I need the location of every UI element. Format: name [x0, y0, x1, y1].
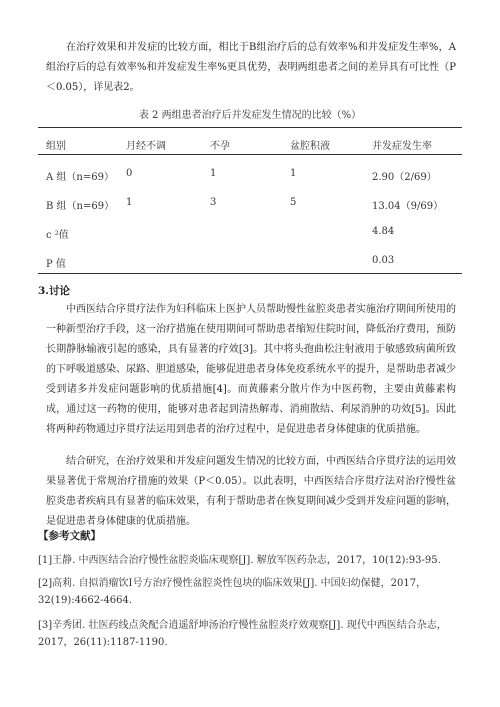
row-p-label: P 值: [46, 259, 66, 270]
row-a-menstruation: 0: [126, 168, 133, 179]
table-caption: 表 2 两组患者治疗后并发症发生情况的比较（%）: [138, 110, 362, 121]
row-a-effusion: 1: [290, 168, 297, 179]
row-a-group: A 组（n=69）: [46, 172, 114, 183]
intro-paragraph: 在治疗效果和并发症的比较方面，相比于B组治疗后的总有效率%和并发症发生率%，A组治疗后的总有效率%和并发症发生率%更具优势，表明两组患者之间的差异具有可比性（P＜0.05），详见表2。: [46, 42, 456, 93]
table-header-rule: [38, 154, 462, 155]
table-bottom-rule: [38, 273, 462, 274]
section-heading: 3.讨论: [38, 285, 70, 297]
header-complication-rate: 并发症发生率: [372, 141, 432, 152]
row-b-infertility: 3: [210, 197, 217, 208]
header-group: 组别: [46, 141, 66, 152]
row-chi-label: c ²值: [46, 230, 69, 241]
reference-item: [2]高莉. 自拟消瘤饮Ⅰ号方治疗慢性盆腔炎性包块的临床效果[J]. 中国妇幼保健，2017，32(19):4662-4664.: [38, 578, 427, 606]
discussion-paragraph-2: 结合研究，在治疗效果和并发症问题发生情况的比较方面，中西医结合序贯疗法的运用效果显著优于常规治疗措施的效果（P＜0.05）。以此表明，中西医结合序贯疗法对治疗慢性盆腔炎患者疾病具有显著的临床效果，有利于帮助患者在恢复期间减少受到并发症问题的影响，是促进患者身体健康的优质措施。: [46, 456, 456, 527]
row-b-rate: 13.04（9/69）: [372, 201, 444, 212]
row-b-menstruation: 1: [126, 197, 133, 208]
row-chi-value: 4.84: [372, 226, 395, 237]
row-b-group: B 组（n=69）: [46, 201, 115, 212]
row-p-value: 0.03: [372, 255, 395, 266]
row-b-effusion: 5: [290, 197, 297, 208]
row-a-infertility: 1: [210, 168, 217, 179]
header-infertility: 不孕: [210, 141, 230, 152]
row-a-rate: 2.90（2/69）: [372, 172, 437, 183]
references-heading: 【参考文献】: [38, 530, 101, 542]
header-pelvic-effusion: 盆腔积液: [290, 141, 330, 152]
reference-item: [3]辛秀团. 壮医药线点灸配合逍遥舒坤汤治疗慢性盆腔炎疗效观察[J]. 现代中西医结合杂志，2017，26(11):1187-1190.: [38, 620, 447, 648]
discussion-paragraph-1: 中西医结合序贯疗法作为妇科临床上医护人员帮助慢性盆腔炎患者实施治疗期间所使用的一种新型治疗手段，这一治疗措施在使用期间可帮助患者缩短住院时间，降低治疗费用，预防长期静脉输液引起的感染，具有显著的疗效[3]。其中将头孢曲松注射液用于敏感致病菌所致的下呼吸道感染、尿路、胆道感染，能够促进患者身体免疫系统水平的提升，是帮助患者减少受到诸多并发症问题影响的优质措施[4]。而黄藤素分散片作为中医药物，主要由黄藤素构成，通过这一药物的使用，能够对患者起到清热解毒、消痈散结、利尿消肿的功效[5]。因此将两种药物通过序贯疗法运用到患者的治疗过程中，是促进患者身体健康的优质措施。: [46, 304, 456, 435]
reference-item: [1]王静. 中西医结合治疗慢性盆腔炎临床观察[J]. 解放军医药杂志，2017，10(12):93-95.: [38, 555, 441, 566]
table-top-rule: [38, 127, 462, 128]
header-irregular-menstruation: 月经不调: [126, 141, 166, 152]
